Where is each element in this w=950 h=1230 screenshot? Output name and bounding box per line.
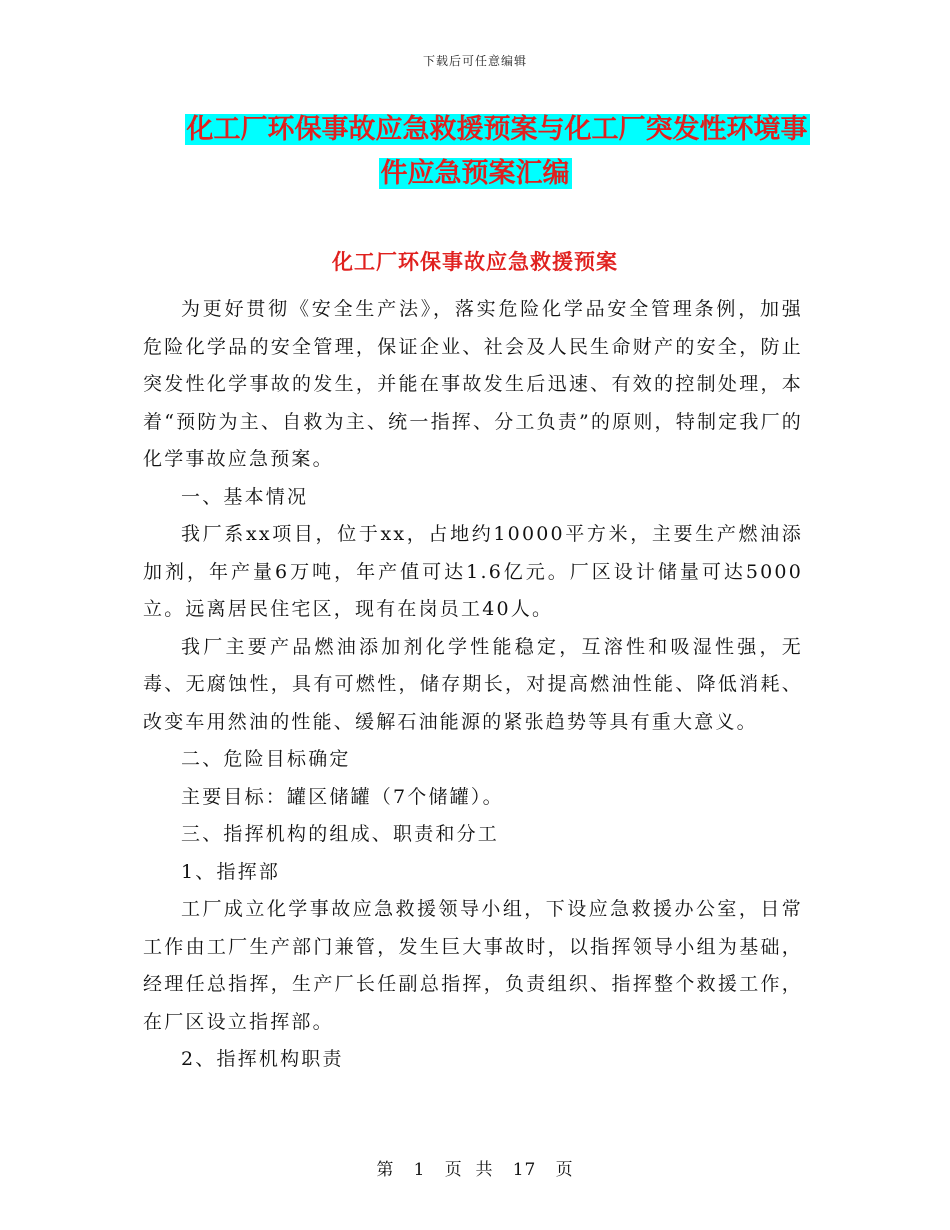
subheading-command-center: 1、指挥部 xyxy=(181,860,281,883)
heading-hazard-target: 二、危险目标确定 xyxy=(181,748,351,770)
paragraph-intro: 为更好贯彻《安全生产法》，落实危险化学品安全管理条例，加强危险化学品的安全管理，保证企业、社会及人民生命财产的安全，防止突发性化学事故的发生，并能在事故发生后迅速、有效的控制处理，本着“预防为主、自救为主、统一指挥、分工负责”的原则，特制定我厂的化学事故应急预案。 xyxy=(143,298,803,470)
heading-command-structure: 三、指挥机构的组成、职责和分工 xyxy=(181,823,500,845)
page-footer xyxy=(0,1155,950,1180)
footer-suffix: 页 xyxy=(555,1160,574,1180)
footer-total-pages: 17 xyxy=(512,1160,537,1180)
footer-middle: 页 共 xyxy=(444,1160,494,1180)
paragraph-product-properties: 我厂主要产品燃油添加剂化学性能稳定，互溶性和吸湿性强，无毒、无腐蚀性，具有可燃性，储存期长，对提高燃油性能、降低消耗、改变车用然油的性能、缓解石油能源的紧张趋势等具有重大意义。 xyxy=(143,635,803,733)
section-title: 化工厂环保事故应急救援预案 xyxy=(332,249,618,274)
document-title-line-2 xyxy=(0,157,950,191)
paragraph-command-center: 工厂成立化学事故应急救援领导小组，下设应急救援办公室，日常工作由工厂生产部门兼管，发生巨大事故时，以指挥领导小组为基础，经理任总指挥，生产厂长任副总指挥，负责组织、指挥整个救援工作，在厂区设立指挥部。 xyxy=(143,898,803,1033)
paragraph-main-target: 主要目标：罐区储罐（7个储罐）。 xyxy=(181,785,504,808)
footer-page-number: 1 xyxy=(413,1160,426,1180)
subheading-command-duties: 2、指挥机构职责 xyxy=(181,1048,344,1070)
header-note: 下载后可任意编辑 xyxy=(422,54,527,68)
paragraph-plant-overview: 我厂系xx项目，位于xx，占地约10000平方米，主要生产燃油添加剂，年产量6万吨，年产值可达1.6亿元。厂区设计储量可达5000立。远离居民住宅区，现有在岗员工40人。 xyxy=(143,523,803,620)
document-title-line-1 xyxy=(0,113,950,147)
document-title-line-1-text: 化工厂环保事故应急救援预案与化工厂突发性环境事 xyxy=(186,114,808,145)
body-text xyxy=(143,291,803,1079)
footer-prefix: 第 xyxy=(376,1160,395,1180)
heading-basic-info: 一、基本情况 xyxy=(181,485,309,508)
document-title-line-2-text: 件应急预案汇编 xyxy=(380,158,570,189)
